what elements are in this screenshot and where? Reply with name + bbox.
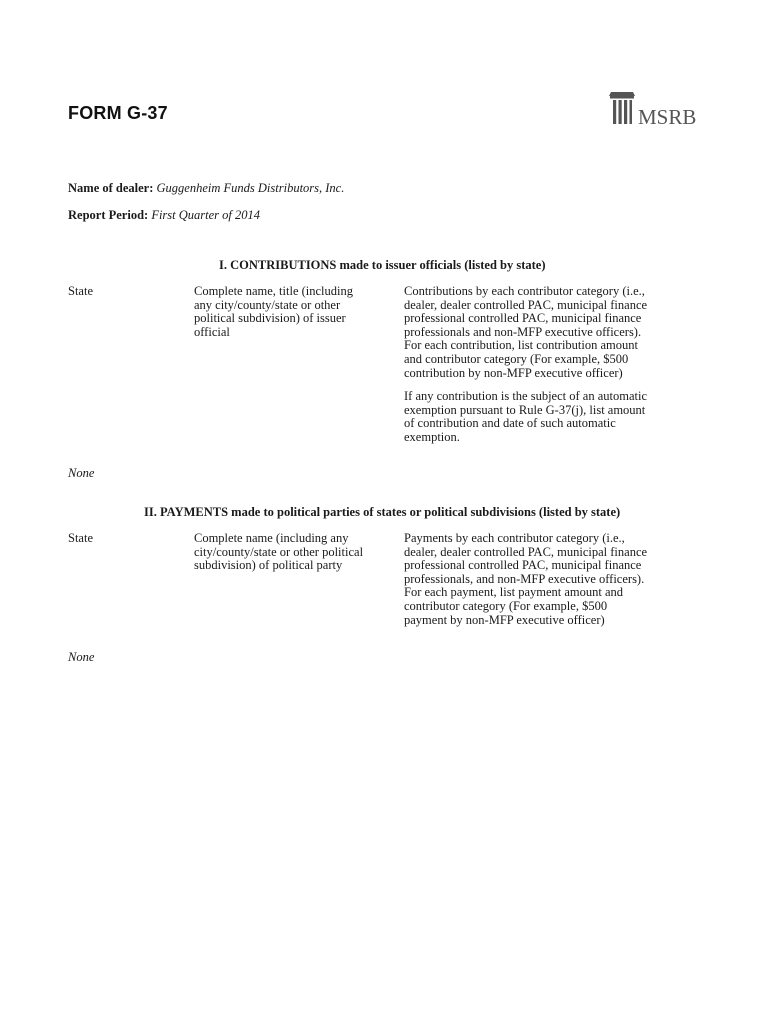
section2-entry: None (68, 650, 95, 664)
section1-entry: None (68, 466, 95, 480)
section1-name-header: Complete name, title (including any city/county/state or other political subdivision) of issuer official (194, 284, 353, 339)
section2-heading: II. PAYMENTS made to political parties of states or political subdivisions (listed by state) (144, 505, 621, 519)
section1-heading: I. CONTRIBUTIONS made to issuer officials (listed by state) (219, 258, 546, 272)
section1-state-header: State (68, 284, 93, 298)
section2-name-header: Complete name (including any city/county/state or other political subdivision) of political party (194, 531, 364, 573)
msrb-logo (606, 90, 716, 132)
dealer-line (68, 180, 344, 196)
section2-state-header: State (68, 531, 93, 545)
section1-desc-paragraph-2: If any contribution is the subject of an automatic exemption pursuant to Rule G-37(j), list amount of contribution and date of such automatic exemption. (404, 389, 647, 444)
section1-desc-paragraph-1: Contributions by each contributor category (i.e., dealer, dealer controlled PAC, municipal finance professional controlled PAC, municipal finance professionals and non-MFP executive officers). For each contribution, list contribution amount and contributor category (For example, $500 contribution by non-MFP executive officer) (404, 284, 648, 380)
dealer-label: Name of dealer: (68, 181, 154, 195)
report-period-line (68, 207, 260, 223)
dealer-value: Guggenheim Funds Distributors, Inc. (156, 181, 345, 195)
form-title: FORM G-37 (68, 103, 168, 123)
msrb-logo-mark (606, 90, 716, 132)
msrb-logo-text: MSRB (638, 105, 697, 129)
section1-desc-header (404, 285, 652, 445)
report-period-label: Report Period: (68, 208, 149, 222)
section2-desc-header: Payments by each contributor category (i.e., dealer, dealer controlled PAC, municipal finance professional controlled PAC, municipal finance professionals, and non-MFP executive officers). For each payment, list payment amount and contributor category (For example, $500 payment by non-MFP executive officer) (404, 531, 648, 627)
report-period-value: First Quarter of 2014 (151, 208, 260, 222)
